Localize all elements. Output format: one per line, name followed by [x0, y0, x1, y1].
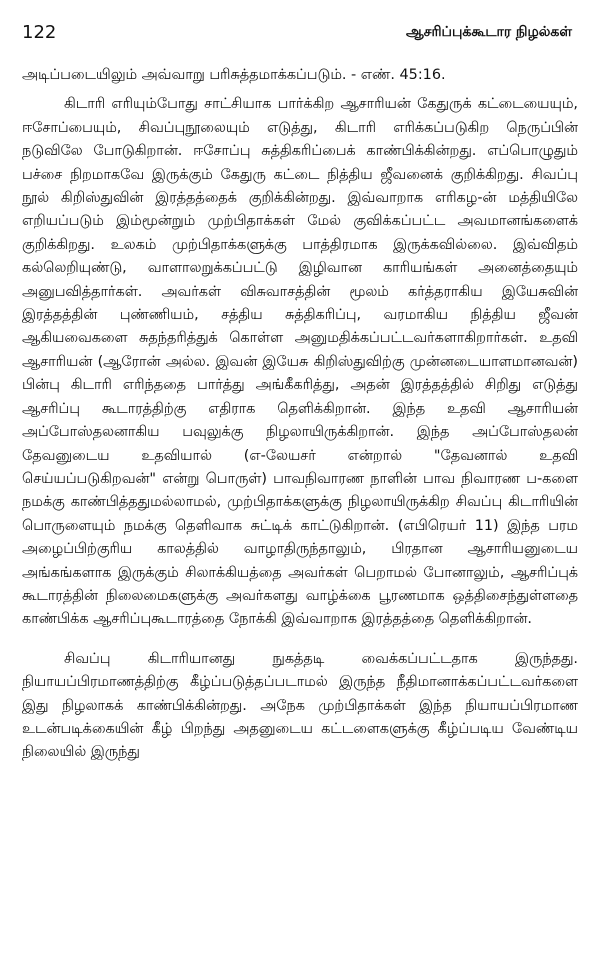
paragraph-2: கிடாரி எரியும்போது சாட்சியாக பார்க்கிற ஆசாரியன் கேதுருக் கட்டையையும், ஈசோப்பையும், சிவப்புநூலையும் எடுத்து, கிடாரி எரிக்கப்படுகிற நெருப்பின் நடுவிலே போடுகிறான். ஈசோப்பு சுத்திகரிப்பைக் காண்பிக்கின்றது. எப்பொழுதும் பச்சை நிறமாகவே இருக்கும் கேதுரு கட்டை நித்திய ஜீவனைக் குறிக்கிறது. சிவப்பு நூல் கிறிஸ்துவின் இரத்தத்தைக் குறிக்கின்றது. இவ்வாறாக எரிகழ-ன் மத்தியிலே எறியப்படும் இம்மூன்றும் முற்பிதாக்கள் மேல் குவிக்கப்பட்ட அவமானங்களைக் குறிக்கிறது. உலகம் முற்பிதாக்களுக்கு பாத்திரமாக இருக்கவில்லை. இவ்விதம் கல்லெறியுண்டு, வாளாலறுக்கப்பட்டு இழிவான காரியங்கள் அனைத்தையும் அனுபவித்தார்கள். அவர்கள் விசுவாசத்தின் மூலம் கர்த்தராகிய இயேசுவின் இரத்தத்தின் புண்ணியம், சத்திய சுத்திகரிப்பு, வரமாகிய நித்திய ஜீவன் ஆகியவைகளை சுதந்தரித்துக் கொள்ள அனுமதிக்கப்பட்டவர்களாகிறார்கள். உதவி ஆசாரியன் (ஆரோன் அல்ல. இவன் இயேசு கிறிஸ்துவிற்கு முன்னடையாளமானவன்) பின்பு கிடாரி எரிந்ததை பார்த்து அங்கீகரித்து, அதன் இரத்தத்தில் சிறிது எடுத்து ஆசரிப்பு கூடாரத்திற்கு எதிராக தெளிக்கிறான். இந்த உதவி ஆசாரியன் அப்போஸ்தலனாகிய பவுலுக்கு நிழலாயிருக்கிறான். இந்த அப்போஸ்தலன் தேவனுடைய உதவியால் (எ-லேயசர் என்றால் "தேவனால் உதவி செய்யப்படுகிறவன்" என்று பொருள்) பாவநிவாரண நாளின் பாவ நிவாரண ப-களை நமக்கு காண்பித்ததுமல்லாமல், முற்பிதாக்களுக்கு நிழலாயிருக்கிற சிவப்பு கிடாரியின் பொருளையும் நமக்கு தெளிவாக சுட்டிக் காட்டுகிறான். (எபிரெயர் 11) இந்த பரம அழைப்பிற்குரிய காலத்தில் வாழாதிருந்தாலும், பிரதான ஆசாரியனுடைய அங்கங்களாக இருக்கும் சிலாக்கியத்தை அவர்கள் பெறாமல் போனாலும், ஆசரிப்புக் கூடாரத்தின் நிலைமைகளுக்கு அவர்களது வாழ்க்கை பூரணமாக ஒத்திசைந்துள்ளதை காண்பிக்க ஆசரிப்புகூடாரத்தை நோக்கி இவ்வாறாக இரத்தத்தை தெளிக்கிறான். — [22, 96, 578, 628]
paragraph-3: சிவப்பு கிடாரியானது நுகத்தடி வைக்கப்பட்டதாக இருந்தது. நியாயப்பிரமாணத்திற்கு கீழ்ப்படுத்தப்படாமல் இருந்த நீதிமானாக்கப்பட்டவர்களை இது நிழலாகக் காண்பிக்கின்றது. அநேக முற்பிதாக்கள் இந்த நியாயப்பிரமாண உடன்படிக்கையின் கீழ் பிறந்து அதனுடைய கட்டளைகளுக்கு கீழ்ப்படிய வேண்டிய நிலையில் இருந்து — [22, 650, 578, 761]
page-number: 122 — [22, 22, 57, 43]
running-title: ஆசரிப்புக்கூடார நிழல்கள் — [406, 24, 572, 40]
page-body — [22, 64, 578, 765]
paragraph-1: அடிப்படையிலும் அவ்வாறு பரிசுத்தமாக்கப்படும். - எண். 45:16. — [22, 67, 446, 83]
page-header — [22, 22, 572, 46]
